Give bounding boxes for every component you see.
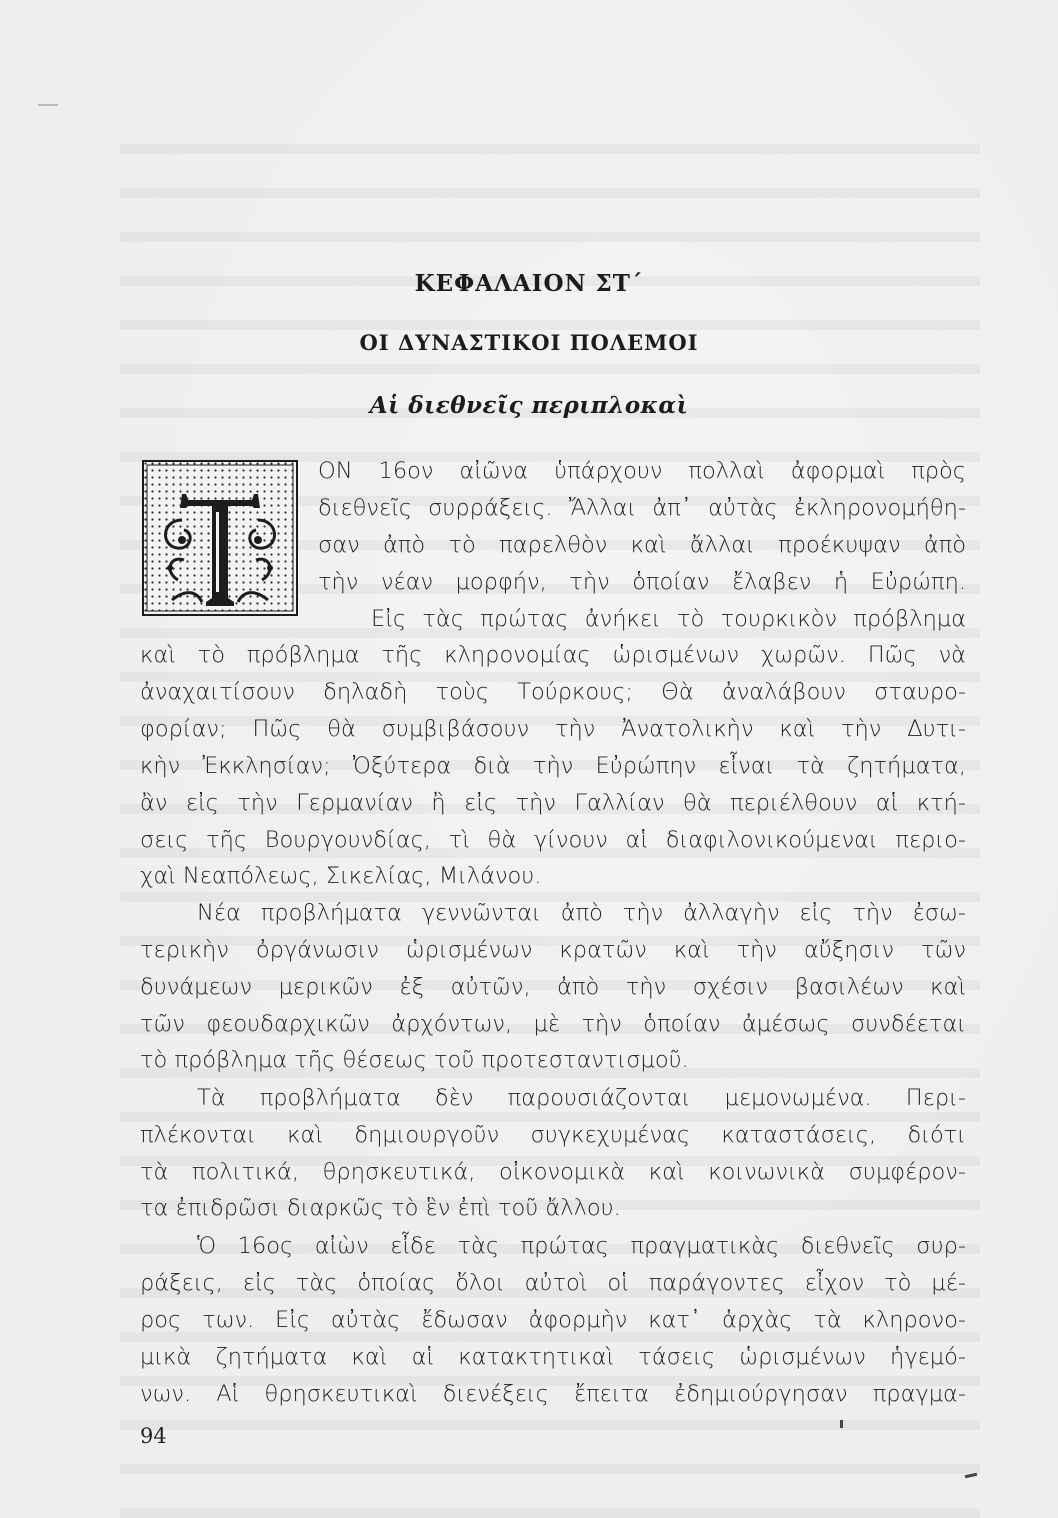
section-title: Αἱ διεθνεῖς περιπλοκαὶ xyxy=(369,392,689,419)
body-line: χαὶ Νεαπόλεως, Σικελίας, Μιλάνου. xyxy=(140,863,542,889)
body-line: τὰ πολιτικά, θρησκευτικά, οἰκονομικὰ καὶ κοινωνικὰ συμφέρον- xyxy=(140,1159,966,1185)
body-line: ἀναχαιτίσουν δηλαδὴ τοὺς Τούρκους; Θὰ ἀναλάβουν σταυρο- xyxy=(140,679,966,705)
body-line: ράξεις, εἰς τὰς ὁποίας ὅλοι αὐτοὶ οἱ παράγοντες εἶχον τὸ μέ- xyxy=(140,1270,966,1296)
body-line: σεις τῆς Βουργουνδίας, τὶ θὰ γίνουν αἱ διαφιλονικούμεναι περιο- xyxy=(140,827,966,853)
body-line: σαν ἀπὸ τὸ παρελθὸν καὶ ἄλλαι προέκυψαν ἀπὸ xyxy=(318,532,966,558)
body-line: τὸ πρόβλημα τῆς θέσεως τοῦ προτεσταντισμοῦ. xyxy=(140,1047,689,1073)
body-line: τὴν νέαν μορφήν, τὴν ὁποίαν ἔλαβεν ἡ Εὐρώπη. xyxy=(318,569,966,595)
body-line: ρος των. Εἰς αὐτὰς ἔδωσαν ἀφορμὴν κατ᾿ ἀρχὰς τὰ κληρονο- xyxy=(140,1307,966,1333)
scan-speck xyxy=(965,1473,977,1478)
body-line: διεθνεῖς συρράξεις. Ἄλλαι ἀπ᾿ αὐτὰς ἐκληρονομήθη- xyxy=(318,495,966,521)
body-line: τερικὴν ὀργάνωσιν ὡρισμένων κρατῶν καὶ τὴν αὔξησιν τῶν xyxy=(140,937,966,963)
body-line: πλέκονται καὶ δημιουργοῦν συγκεχυμένας καταστάσεις, διότι xyxy=(140,1122,966,1148)
body-line: νων. Αἱ θρησκευτικαὶ διενέξεις ἔπειτα ἐδημιούργησαν πραγμα- xyxy=(140,1381,966,1407)
scan-speck xyxy=(840,1420,843,1428)
chapter-title: ΟΙ ΔΥΝΑΣΤΙΚΟΙ ΠΟΛΕΜΟΙ xyxy=(359,330,699,355)
body-line: τῶν φεουδαρχικῶν ἀρχόντων, μὲ τὴν ὁποίαν ἀμέσως συνδέεται xyxy=(140,1011,966,1037)
body-line: Νέα προβλήματα γεννῶνται ἀπὸ τὴν ἀλλαγὴν εἰς τὴν ἐσω- xyxy=(197,900,966,926)
scan-speck xyxy=(38,104,58,106)
body-line: Ὁ 16ος αἰὼν εἶδε τὰς πρώτας πραγματικὰς διεθνεῖς συρ- xyxy=(197,1233,966,1259)
body-line: Εἰς τὰς πρώτας ἀνήκει τὸ τουρκικὸν πρόβλημα xyxy=(371,606,966,632)
body-line: Τὰ προβλήματα δὲν παρουσιάζονται μεμονωμένα. Περι- xyxy=(197,1085,966,1111)
page-number: 94 xyxy=(140,1424,167,1448)
body-line: μικὰ ζητήματα καὶ αἱ κατακτητικαὶ τάσεις ὡρισμένων ἡγεμό- xyxy=(140,1344,966,1370)
body-line: τα ἐπιδρῶσι διαρκῶς τὸ ἓν ἐπὶ τοῦ ἄλλου. xyxy=(140,1195,621,1221)
body-line: ἂν εἰς τὴν Γερμανίαν ἢ εἰς τὴν Γαλλίαν θὰ περιέλθουν αἱ κτή- xyxy=(140,790,966,816)
body-line: φορίαν; Πῶς θὰ συμβιβάσουν τὴν Ἀνατολικὴν καὶ τὴν Δυτι- xyxy=(140,716,966,742)
body-line: ΟΝ 16ον αἰῶνα ὑπάρχουν πολλαὶ ἀφορμαὶ πρὸς xyxy=(318,458,966,484)
chapter-label: ΚΕΦΑΛΑΙΟΝ ΣΤ΄ xyxy=(414,270,644,297)
body-line: καὶ τὸ πρόβλημα τῆς κληρονομίας ὡρισμένων χωρῶν. Πῶς νὰ xyxy=(140,642,966,668)
body-line: κὴν Ἐκκλησίαν; Ὀξύτερα διὰ τὴν Εὐρώπην εἶναι τὰ ζητήματα, xyxy=(140,753,966,779)
body-line: δυνάμεων μερικῶν ἐξ αὐτῶν, ἀπὸ τὴν σχέσιν βασιλέων καὶ xyxy=(140,974,966,1000)
ornamental-initial-t-icon xyxy=(142,460,298,616)
